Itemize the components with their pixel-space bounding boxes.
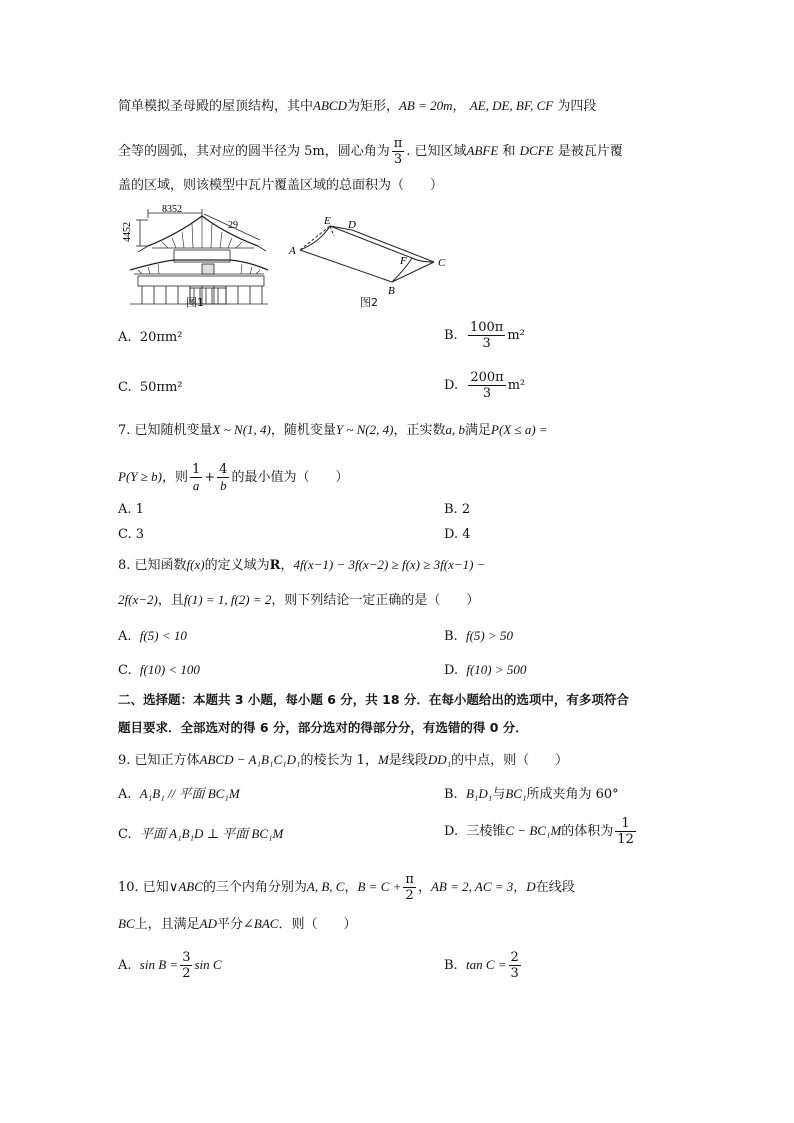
text: ， — [417, 880, 431, 895]
q6-option-c[interactable] — [118, 378, 183, 398]
q10-option-b[interactable] — [444, 950, 523, 981]
option-label: C. — [118, 380, 132, 395]
math: AB = 20m — [398, 98, 453, 113]
q6-line1 — [118, 96, 596, 117]
text: 7. 已知随机变量 — [118, 423, 213, 438]
math: AD — [199, 916, 217, 931]
figure-2-caption: 图2 — [360, 296, 378, 309]
q8-option-c[interactable] — [118, 660, 200, 681]
option-label: A. — [118, 958, 132, 973]
unit: m² — [507, 328, 525, 343]
q6-line2 — [118, 136, 623, 167]
q10-line2 — [118, 914, 356, 935]
text: 的中点，则（ ） — [451, 753, 569, 768]
option-label: B. — [444, 328, 458, 343]
text: ，则下列结论一定正确的是（ ） — [271, 593, 480, 608]
math-R: R — [269, 558, 281, 573]
option-label: D. — [444, 824, 459, 839]
text: 9. 已知正方体 — [118, 753, 200, 768]
q6-option-a[interactable] — [118, 328, 182, 348]
figure-1-caption: 图1 — [186, 296, 204, 309]
denominator: 12 — [617, 832, 634, 847]
math: Y ~ N(2, 4) — [335, 422, 394, 437]
numerator: 100π — [469, 320, 504, 335]
q9-option-d[interactable] — [444, 816, 638, 847]
dim-height: 4452 — [122, 222, 133, 242]
denominator: b — [220, 478, 227, 493]
text: 为矩形， — [346, 99, 399, 114]
math: AB = 2, AC = 3 — [430, 879, 514, 894]
text: 简单模拟圣母殿的屋顶结构，其中 — [118, 99, 314, 114]
numerator: π — [393, 136, 403, 151]
text: 上，且满足 — [134, 917, 200, 932]
fraction — [392, 136, 405, 167]
text: ．则（ ） — [278, 917, 357, 932]
numerator: 2 — [510, 950, 519, 965]
option-label: B. — [444, 958, 458, 973]
math: P(Y ≥ b) — [118, 469, 162, 484]
q7-line2 — [118, 462, 348, 493]
math: ABFE — [466, 143, 499, 158]
text: 和 — [502, 144, 516, 159]
q6-line3: 盖的区域，则该模型中瓦片覆盖区域的总面积为（ ） — [118, 178, 444, 193]
text: 满足 — [464, 423, 491, 438]
math: 2f(x−2) — [118, 592, 158, 607]
dim-slope: 29 — [228, 220, 238, 231]
math: 4f(x−1) − 3f(x−2) ≥ f(x) ≥ 3f(x−1) − — [293, 557, 486, 572]
section-2-header-line1: 二、选择题：本题共 3 小题，每小题 6 分，共 18 分．在每小题给出的选项中，有多项符合 — [118, 692, 629, 707]
math: tan C = — [465, 957, 507, 972]
option-value: 50πm² — [139, 380, 183, 395]
math: ABCD − A₁B₁C₁D₁ — [199, 752, 301, 767]
denominator: 3 — [510, 966, 519, 981]
section-2-header-line2: 题目要求．全部选对的得 6 分，部分选对的得部分分，有选错的得 0 分． — [118, 720, 528, 735]
math: P(X ≤ a) = — [491, 422, 548, 437]
text: 8. 已知函数 — [118, 558, 187, 573]
text: 在线段 — [535, 880, 575, 895]
option-label: C. — [118, 827, 132, 842]
math: BC — [118, 916, 135, 931]
option-label: D. — [444, 663, 459, 678]
math: a, b — [445, 422, 465, 437]
math: sin B = — [139, 957, 179, 972]
text: 是被瓦片覆 — [557, 144, 623, 159]
denominator: 3 — [393, 152, 403, 167]
plus-sign: + — [204, 470, 216, 485]
text: 是线段 — [388, 753, 428, 768]
fraction — [403, 872, 416, 903]
label-A: A — [289, 245, 296, 257]
label-F: F — [400, 255, 407, 267]
option-label: B. — [444, 787, 458, 802]
option-label: B. — [444, 629, 458, 644]
denominator: 2 — [182, 966, 191, 981]
text: ，正实数 — [393, 423, 446, 438]
option-label: A. — [118, 787, 132, 802]
q7-option-a[interactable]: A. 1 — [118, 502, 144, 517]
fraction — [615, 816, 636, 847]
text: 的三个内角分别为 — [202, 880, 307, 895]
numerator: π — [405, 872, 414, 887]
denominator: a — [192, 478, 200, 493]
numerator: 3 — [182, 950, 191, 965]
option-value: f(10) < 100 — [139, 662, 200, 677]
math: X ~ N(1, 4) — [212, 422, 271, 437]
text: ，随机变量 — [270, 423, 336, 438]
math: D — [526, 879, 536, 894]
text: ，且 — [157, 593, 184, 608]
numerator: 1 — [191, 462, 201, 477]
option-value: 平面 A₁B₁D ⊥ 平面 BC₁M — [139, 826, 284, 841]
numerator: 4 — [219, 462, 228, 477]
math: DD₁ — [427, 752, 452, 767]
q10-line1 — [118, 872, 575, 903]
fraction — [190, 462, 202, 493]
math: BC₁ — [505, 786, 527, 801]
math: DCFE — [519, 143, 554, 158]
math: A, B, C — [306, 879, 345, 894]
text: 的最小值为（ ） — [231, 470, 349, 485]
math: ∨ABC — [168, 879, 203, 894]
text: 所成夹角为 60° — [526, 787, 619, 802]
q9-option-a[interactable] — [118, 784, 240, 805]
q9-option-c[interactable] — [118, 824, 283, 845]
math: f(1) = 1, f(2) = 2 — [183, 592, 272, 607]
q7-option-d[interactable]: D. 4 — [444, 527, 471, 542]
math: C − BC₁M — [505, 823, 562, 838]
text: 三棱锥 — [466, 824, 506, 839]
q9-option-b[interactable] — [444, 784, 619, 805]
q6-option-d[interactable] — [444, 370, 525, 401]
denominator: 2 — [405, 888, 414, 903]
fraction — [217, 462, 229, 493]
q7-option-b[interactable]: B. 2 — [444, 502, 471, 517]
q8-line2 — [118, 590, 479, 611]
math: ∠BAC — [243, 916, 279, 931]
fraction — [509, 950, 521, 981]
text: 与 — [492, 787, 506, 802]
text: 为四段 — [557, 99, 597, 114]
text: 平分 — [216, 917, 243, 932]
option-value: f(5) < 10 — [139, 628, 187, 643]
text: 的体积为 — [561, 824, 614, 839]
text: . 已知区域 — [406, 144, 467, 159]
option-label: A. — [118, 330, 132, 345]
math: AE, DE, BF, CF — [469, 98, 554, 113]
q7-option-c[interactable]: C. 3 — [118, 527, 145, 542]
option-label: C. — [118, 663, 132, 678]
text: 全等的圆弧，其对应的圆半径为 5m，圆心角为 — [118, 144, 390, 159]
text: ， — [344, 880, 358, 895]
q8-line1 — [118, 555, 485, 576]
figure-2-model — [286, 212, 456, 296]
q10-option-a[interactable] — [118, 950, 222, 981]
numerator: 200π — [470, 370, 504, 385]
denominator: 3 — [482, 336, 491, 351]
fraction — [468, 320, 505, 351]
q6-option-b[interactable] — [444, 320, 525, 351]
numerator: 1 — [615, 816, 636, 832]
option-label: A. — [118, 629, 132, 644]
text: ， — [280, 558, 294, 573]
math: B₁D₁ — [465, 786, 493, 801]
math: M — [377, 752, 389, 767]
q7-line1 — [118, 420, 548, 441]
label-D: D — [348, 219, 356, 231]
option-value: f(10) > 500 — [466, 662, 527, 677]
unit: m² — [507, 378, 526, 393]
math: B = C + — [357, 879, 402, 894]
fraction — [180, 950, 192, 981]
label-E: E — [324, 215, 331, 227]
text: 的棱长为 1， — [300, 753, 378, 768]
option-value: A₁B₁ // 平面 BC₁M — [139, 786, 240, 801]
denominator: 3 — [482, 386, 492, 401]
q8-option-a[interactable] — [118, 626, 187, 647]
option-value: 20πm² — [139, 330, 183, 345]
option-label: D. — [444, 378, 459, 393]
q9-line1 — [118, 750, 568, 771]
math: f(x) — [186, 557, 205, 572]
fraction — [468, 370, 505, 401]
math: ABCD — [313, 98, 347, 113]
text: 10. 已知 — [118, 880, 169, 895]
q8-option-d[interactable] — [444, 660, 526, 681]
text: ，则 — [161, 470, 188, 485]
text: ， — [513, 880, 527, 895]
math: sin C — [194, 957, 222, 972]
text: 的定义域为 — [204, 558, 270, 573]
text: ， — [452, 99, 466, 114]
q8-option-b[interactable] — [444, 626, 513, 647]
dim-width: 8352 — [162, 204, 182, 215]
label-B: B — [388, 285, 395, 296]
label-C: C — [438, 257, 446, 269]
option-value: f(5) > 50 — [465, 628, 513, 643]
